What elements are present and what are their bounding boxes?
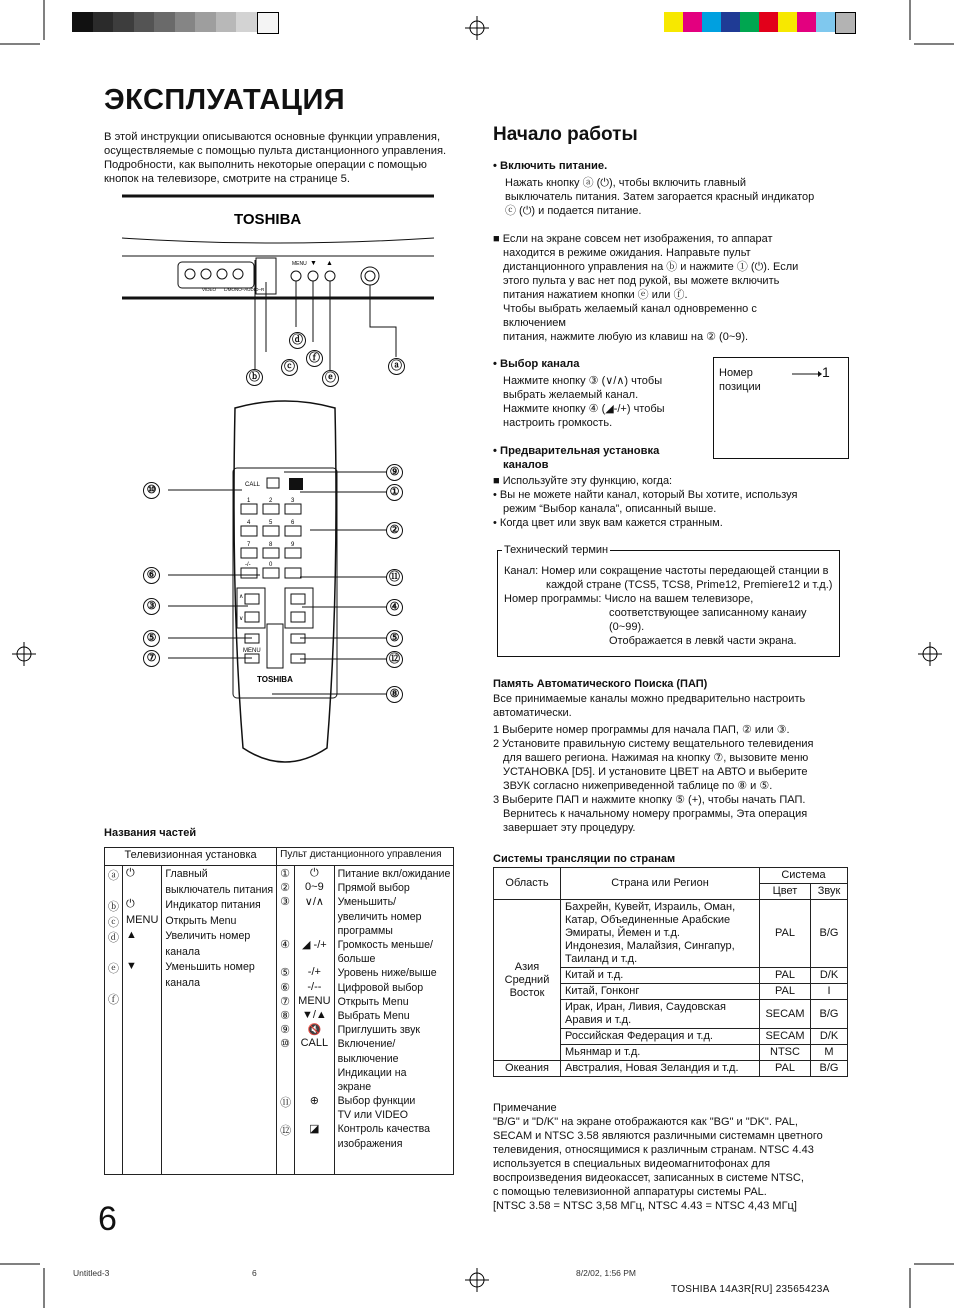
auto-search-intro — [493, 692, 805, 720]
footer-date: 8/2/02, 1:56 PM — [576, 1268, 637, 1278]
remote-label-9: ⑨ — [386, 464, 403, 481]
text-line: используется в специальных видеомагнитофонах для — [493, 1158, 771, 1170]
part-description-line: канала — [165, 945, 200, 958]
calibration-swatch — [797, 12, 816, 32]
part-symbol: ∨/∧ — [304, 896, 324, 909]
sound-cell: D/K — [811, 968, 848, 984]
calibration-swatch — [759, 12, 778, 32]
svg-text:∨: ∨ — [239, 616, 244, 622]
text-line: автоматически. — [493, 707, 572, 719]
parts-table — [104, 847, 454, 1175]
part-description-line: Индикатор питания — [165, 899, 261, 911]
power-text — [505, 176, 814, 218]
part-symbol: ⊕ — [309, 1095, 319, 1108]
part-symbol: MENU — [126, 913, 159, 926]
part-symbol: CALL — [300, 1037, 329, 1050]
remote-callout-lines — [160, 464, 394, 704]
svg-text:9: 9 — [291, 542, 295, 548]
part-description-line: Увеличить номер — [165, 930, 251, 942]
text-line: Нажмите кнопку ④ (◢-/+) чтобы — [503, 403, 665, 415]
text-line: с помощью телевизионной аппаратуры системы PAL. — [493, 1186, 767, 1198]
part-key: ⑪ — [280, 1097, 292, 1110]
page-title: ЭКСПЛУАТАЦИЯ — [104, 84, 346, 116]
part-description — [338, 1023, 451, 1037]
remote-label-7: ⑦ — [143, 650, 160, 667]
text-line: SECAM и NTSC 3.58 являются различными системамн цветного — [493, 1130, 823, 1142]
screen-label-2: позиции — [719, 381, 761, 393]
part-symbol: -/-- — [307, 980, 322, 993]
calibration-swatch — [236, 12, 257, 32]
part-symbol: ⏻ — [126, 867, 135, 879]
parts-heading: Названия частей — [104, 827, 197, 839]
text-line: • Вы не можете найти канал, который Вы хотите, используя — [493, 489, 798, 501]
text-line: (0~99). — [609, 621, 645, 633]
screen-position-value: 1 — [822, 364, 830, 380]
text-line: ЗВУК согласно нижеприведенной таблице по ⑧ и ⑤. — [503, 780, 773, 792]
part-description — [338, 1122, 451, 1150]
part-description — [165, 867, 273, 898]
text-line: питания нажатием кнопки ⓔ или ⓕ. — [503, 289, 688, 301]
text-line: 2 Установите правильную систему вещательного телевидения — [493, 738, 814, 750]
remote-brand-logo: TOSHIBA — [257, 675, 293, 684]
systems-table — [493, 867, 848, 1077]
country-line: Российская Федерация и т.д. — [565, 1030, 713, 1042]
part-description — [338, 895, 451, 938]
text-line: • Когда цвет или звук вам кажется странным. — [493, 517, 723, 529]
part-description-line: Выбрать Menu — [337, 1009, 410, 1022]
part-description — [338, 1037, 451, 1094]
remote-label-2: ② — [386, 522, 403, 539]
part-symbol: ◪ — [309, 1123, 320, 1136]
remote-label-5-right: ⑤ — [386, 630, 403, 647]
tv-label-b: ⓑ — [246, 369, 263, 386]
calibration-swatch — [195, 12, 216, 32]
sound-cell: I — [811, 984, 848, 1000]
part-key: ⑦ — [280, 995, 291, 1008]
text-line: ⓒ (⏻) и подается питание. — [505, 205, 642, 217]
part-key: ⓑ — [108, 901, 119, 913]
remote-label-11: ⑪ — [386, 569, 403, 586]
tv-label-a: ⓐ — [388, 358, 405, 375]
screen-label-1: Номер — [719, 367, 753, 379]
term-box — [497, 544, 840, 657]
remote-key-column — [277, 866, 295, 1175]
text-line: настроить громкость. — [503, 417, 613, 429]
sound-cell: D/K — [811, 1029, 848, 1045]
text-line: находится в режиме ожидания. Направьте пульт — [503, 247, 751, 259]
country-cell — [561, 1029, 760, 1045]
sys-header-system: Система — [760, 868, 848, 884]
part-key: ① — [280, 868, 291, 880]
svg-text:-/-: -/- — [245, 562, 251, 568]
text-line: Отображается в левкй части экрана. — [609, 635, 797, 647]
calibration-swatch — [216, 12, 237, 32]
part-description-line: программы — [337, 924, 393, 937]
preset-lines — [493, 474, 798, 530]
svg-text:6: 6 — [291, 520, 295, 526]
calibration-swatch — [816, 12, 835, 32]
text-line: Нажать кнопку ⓐ (⏻), чтобы включить главный — [505, 177, 746, 189]
calibration-swatch — [113, 12, 134, 32]
country-line: Аравия и т.д. — [565, 1014, 632, 1026]
svg-text:0: 0 — [269, 562, 273, 568]
part-symbol: ◢ -/+ — [302, 938, 327, 951]
remote-text-column — [334, 866, 454, 1175]
part-key: ④ — [280, 938, 291, 951]
svg-text:▲: ▲ — [326, 260, 333, 267]
remote-label-5-left: ⑤ — [143, 630, 160, 647]
part-description — [338, 881, 451, 895]
part-description-line: Индикации на — [337, 1066, 407, 1079]
parts-tv-header: Телевизионная установка — [105, 848, 277, 866]
region-cell: Океания — [494, 1061, 561, 1077]
part-symbol: ⏻ — [310, 867, 319, 879]
footer-file: Untitled-3 — [73, 1268, 110, 1278]
text-line: Все принимаемые каналы можно предварительно настроить — [493, 693, 806, 705]
note-title: Примечание — [493, 1102, 557, 1114]
intro-text: В этой инструкции описываются основные функции управления, осуществляемые с помощью пульта дистанционного управления. Подробности, как выполнить некоторые операции с помощью кнопок на телевизоре, смотрите на странице 5. — [104, 131, 447, 185]
part-description-line: больше — [337, 953, 376, 966]
text-line: завершает эту процедуру. — [503, 822, 636, 834]
text-line: ■ Используйте эту функцию, когда: — [493, 475, 673, 487]
calibration-swatch — [664, 12, 683, 32]
svg-text:5: 5 — [269, 520, 273, 526]
part-description-line: выключение — [337, 1052, 399, 1065]
part-description-line: Открыть Menu — [165, 914, 237, 927]
part-description — [165, 929, 273, 960]
remote-label-3: ③ — [143, 598, 160, 615]
color-cell: PAL — [760, 968, 811, 984]
svg-text:∧: ∧ — [239, 594, 244, 600]
tv-brand-logo: TOSHIBA — [234, 211, 302, 228]
preset-title-1: • Предварительная установка — [493, 445, 660, 457]
screen-preview-box — [713, 357, 849, 459]
text-line: Вернитесь к начальному номеру программы, Эта операция — [503, 808, 808, 820]
calibration-swatch — [72, 12, 93, 32]
part-description-line: увеличить номер — [337, 910, 422, 923]
part-description-line: изображения — [337, 1137, 403, 1150]
svg-text:VIDEO: VIDEO — [202, 287, 217, 292]
country-line: Индонезия, Малайзия, Сингапур, — [565, 940, 735, 952]
text-line: этого пульта у вас нет под рукой, вы можете включить — [503, 275, 780, 287]
svg-text:▼: ▼ — [310, 260, 317, 267]
text-line: для вашего региона. Нажимая на кнопку ⑦, вызовите меню — [503, 752, 809, 764]
region-line: Средний — [504, 973, 550, 986]
country-cell — [561, 1000, 760, 1029]
part-key: ⑥ — [280, 981, 291, 994]
page-number: 6 — [98, 1200, 117, 1238]
svg-text:1: 1 — [247, 498, 251, 504]
svg-text:7: 7 — [247, 542, 251, 548]
part-description-line: Включение/ — [337, 1038, 396, 1051]
systems-title: Системы трансляции по странам — [493, 853, 676, 865]
svg-text:8: 8 — [269, 542, 273, 548]
table-row — [494, 1061, 848, 1077]
remote-label-12: ⑫ — [386, 651, 403, 668]
svg-text:3: 3 — [291, 498, 295, 504]
part-symbol: -/+ — [307, 966, 321, 979]
region-line: Азия — [514, 960, 540, 973]
start-heading: Начало работы — [493, 124, 638, 145]
calibration-swatch — [175, 12, 196, 32]
part-symbol: ▲ — [126, 929, 137, 941]
svg-text:2: 2 — [269, 498, 273, 504]
part-description — [338, 938, 451, 966]
text-line: телевидения, относящимися к различным странам. NTSC 4.43 — [493, 1144, 814, 1156]
svg-text:CALL: CALL — [245, 482, 261, 488]
part-description — [165, 960, 273, 991]
part-description-line: Цифровой выбор — [337, 981, 424, 994]
color-cell: SECAM — [760, 1000, 811, 1029]
remote-label-4: ④ — [386, 599, 403, 616]
country-line: Ирак, Иран, Ливия, Саудовская — [565, 1001, 726, 1013]
sys-header-color: Цвет — [760, 884, 811, 900]
calibration-swatch — [683, 12, 702, 32]
calibration-swatch — [835, 12, 856, 34]
part-description-line: Прямой выбор — [337, 882, 410, 895]
term-lines — [504, 564, 832, 648]
sound-cell: B/G — [811, 900, 848, 968]
calibration-swatch — [154, 12, 175, 32]
text-line: включением — [503, 317, 566, 329]
sys-header-sound: Звук — [811, 884, 848, 900]
text-line: режим “Выбор канала”, описанный выше. — [503, 503, 717, 515]
part-key: ② — [280, 882, 291, 895]
text-line: ■ Если на экране совсем нет изображения, то аппарат — [493, 233, 773, 245]
part-description — [165, 898, 273, 914]
country-line: Эмираты, Йемен и т.д. — [565, 927, 680, 939]
calibration-swatch — [740, 12, 759, 32]
part-key: ⑫ — [280, 1125, 292, 1138]
channel-title: • Выбор канала — [493, 358, 580, 370]
part-symbol: ▼ — [126, 960, 137, 972]
part-description-line: Уменьшить/ — [337, 896, 397, 909]
part-description — [165, 991, 273, 1007]
part-symbol: MENU — [298, 994, 331, 1007]
part-description-line: Питание вкл/ожидание — [337, 868, 451, 880]
part-description — [338, 867, 451, 881]
remote-label-6: ⑥ — [143, 567, 160, 584]
part-key: ⑨ — [280, 1024, 291, 1037]
remote-label-1: ① — [386, 484, 403, 501]
region-line: Восток — [509, 986, 545, 999]
parts-remote-header: Пульт дистанционного управления — [277, 848, 454, 866]
country-line: Китай и т.д. — [565, 969, 624, 981]
country-cell — [561, 984, 760, 1000]
tv-label-d: ⓓ — [289, 332, 306, 349]
tv-text-column — [162, 866, 277, 1175]
tv-label-c: ⓒ — [281, 359, 298, 376]
text-line: Нажмите кнопку ③ (∨/∧) чтобы — [503, 375, 663, 387]
color-cell: SECAM — [760, 1029, 811, 1045]
text-line: соответствующее записанному канаиу — [609, 607, 807, 619]
part-key: ⓓ — [108, 932, 119, 944]
text-line: выбрать желаемый канал. — [503, 389, 639, 401]
text-line: 1 Выберите номер программы для начала ПАП, ② или ③. — [493, 724, 790, 736]
standby-text — [493, 232, 798, 344]
text-line: [NTSC 3.58 = NTSC 3,58 МГц, NTSC 4.43 = NTSC 4,43 МГц] — [493, 1200, 797, 1212]
part-description-line: экране — [337, 1080, 372, 1093]
country-line: Бахрейн, Кувейт, Израиль, Оман, — [565, 901, 736, 913]
part-symbol — [126, 991, 158, 1007]
svg-text:4: 4 — [247, 520, 251, 526]
part-symbol: 0~9 — [305, 881, 324, 894]
part-description — [165, 914, 273, 930]
country-cell — [561, 900, 760, 968]
part-symbol: 🔇 — [307, 1024, 322, 1037]
country-line: Китай, Гонконг — [565, 985, 640, 997]
sys-header-country: Страна или Регион — [561, 868, 760, 900]
text-line: "B/G" и "D/K" на экране отображаются как "BG" и "DK". PAL, — [493, 1116, 798, 1128]
country-line: Катар, Объединенные Арабские — [565, 914, 731, 926]
part-description-line: Уровень ниже/выше — [337, 967, 437, 980]
term-title: Технический термин — [504, 544, 609, 556]
part-key: ⑧ — [280, 1009, 291, 1022]
part-description-line: Приглушить звук — [337, 1024, 421, 1037]
part-key: ⓒ — [108, 916, 119, 929]
part-symbol: ⏻ — [126, 898, 135, 910]
text-line: Номер программы: Число на вашем телевизоре, — [504, 593, 754, 605]
calibration-swatch — [721, 12, 740, 32]
calibration-swatch — [93, 12, 114, 32]
sound-cell: B/G — [811, 1000, 848, 1029]
region-cell — [494, 900, 561, 1061]
table-row — [494, 900, 848, 968]
text-line: Канал: Номер или сокращение частоты передающей станции в — [504, 565, 829, 577]
svg-text:L/MONO–AUDIO–R: L/MONO–AUDIO–R — [224, 287, 265, 292]
preset-title-2: каналов — [503, 459, 549, 471]
country-cell — [561, 1045, 760, 1061]
remote-symbol-column — [295, 866, 334, 1175]
part-description — [338, 1009, 451, 1023]
part-description-line: Открыть Menu — [337, 995, 409, 1008]
tv-label-e: ⓔ — [322, 370, 339, 387]
part-description-line: TV или VIDEO — [337, 1109, 408, 1122]
part-key: ⑩ — [280, 1038, 291, 1051]
svg-text:MENU: MENU — [292, 261, 307, 267]
part-key: ⓐ — [108, 870, 119, 882]
part-description-line: выключатель питания — [165, 883, 274, 896]
channel-text — [503, 374, 701, 430]
calibration-swatch — [702, 12, 721, 32]
calibration-swatch — [257, 12, 280, 34]
text-line: УСТАНОВКА [D5]. И установите ЦВЕТ на АВТО и выберите — [503, 766, 808, 778]
tv-key-column — [105, 866, 123, 1175]
country-line: Мьянмар и т.д. — [565, 1046, 641, 1058]
part-description — [338, 966, 451, 980]
calibration-swatch — [134, 12, 155, 32]
text-line: питания, нажмите любую из клавиш на ② (0~9). — [503, 331, 749, 343]
text-line: воспроизведения видеокассет, записанных в системе NTSC, — [493, 1172, 804, 1184]
part-description — [338, 1094, 451, 1122]
text-line: Чтобы выбрать желаемый канал одновременно с — [503, 303, 757, 315]
text-line: дистанционного управления на ⓑ и нажмите ① (⏻). Если — [503, 261, 799, 273]
country-line: Австралия, Новая Зеландия и т.д. — [565, 1062, 739, 1074]
part-description — [338, 995, 451, 1009]
power-title: • Включить питание. — [493, 160, 608, 172]
color-cell: PAL — [760, 900, 811, 968]
color-cell: PAL — [760, 1061, 811, 1077]
country-line: Таиланд и т.д. — [565, 953, 638, 965]
part-key: ⓔ — [108, 963, 119, 975]
part-symbol: ▼/▲ — [301, 1008, 327, 1021]
country-cell — [561, 968, 760, 984]
part-description-line: Главный — [165, 868, 208, 880]
part-key: ⓕ — [108, 994, 119, 1006]
tv-symbol-column — [123, 866, 162, 1175]
sound-cell: B/G — [811, 1061, 848, 1077]
text-line: каждой стране (TCS5, TCS8, Prime12, Premiere12 и т.д.) — [546, 579, 833, 591]
part-description-line: Контроль качества — [337, 1123, 431, 1136]
text-line: выключатель питания. Затем загорается красный индикатор — [505, 191, 815, 203]
part-description-line: Выбор функции — [337, 1095, 416, 1108]
arrow-right-icon — [792, 370, 822, 378]
part-description — [338, 981, 451, 995]
part-key: ⑤ — [280, 967, 291, 980]
auto-search-title: Память Автоматического Поиска (ПАП) — [493, 678, 708, 690]
tv-label-f: ⓕ — [306, 350, 323, 367]
part-description-line: Уменьшить номер — [165, 961, 255, 973]
footer-file-page: 6 — [252, 1268, 257, 1278]
auto-search-steps — [493, 723, 813, 835]
sound-cell: M — [811, 1045, 848, 1061]
part-key: ③ — [280, 896, 291, 909]
part-description-line: Громкость меньше/ — [337, 938, 433, 951]
note-lines — [493, 1115, 823, 1213]
color-cell: PAL — [760, 984, 811, 1000]
svg-text:MENU: MENU — [243, 648, 261, 654]
footer-model: TOSHIBA 14A3R[RU] 23565423A — [671, 1284, 830, 1295]
text-line: 3 Выберите ПАП и нажмите кнопку ⑤ (+), чтобы начать ПАП. — [493, 794, 806, 806]
remote-label-10: ⑩ — [143, 482, 160, 499]
color-cell: NTSC — [760, 1045, 811, 1061]
part-description-line: канала — [165, 976, 200, 989]
country-cell — [561, 1061, 760, 1077]
sys-header-area: Область — [494, 868, 561, 900]
remote-label-8: ⑧ — [386, 686, 403, 703]
calibration-swatch — [778, 12, 797, 32]
